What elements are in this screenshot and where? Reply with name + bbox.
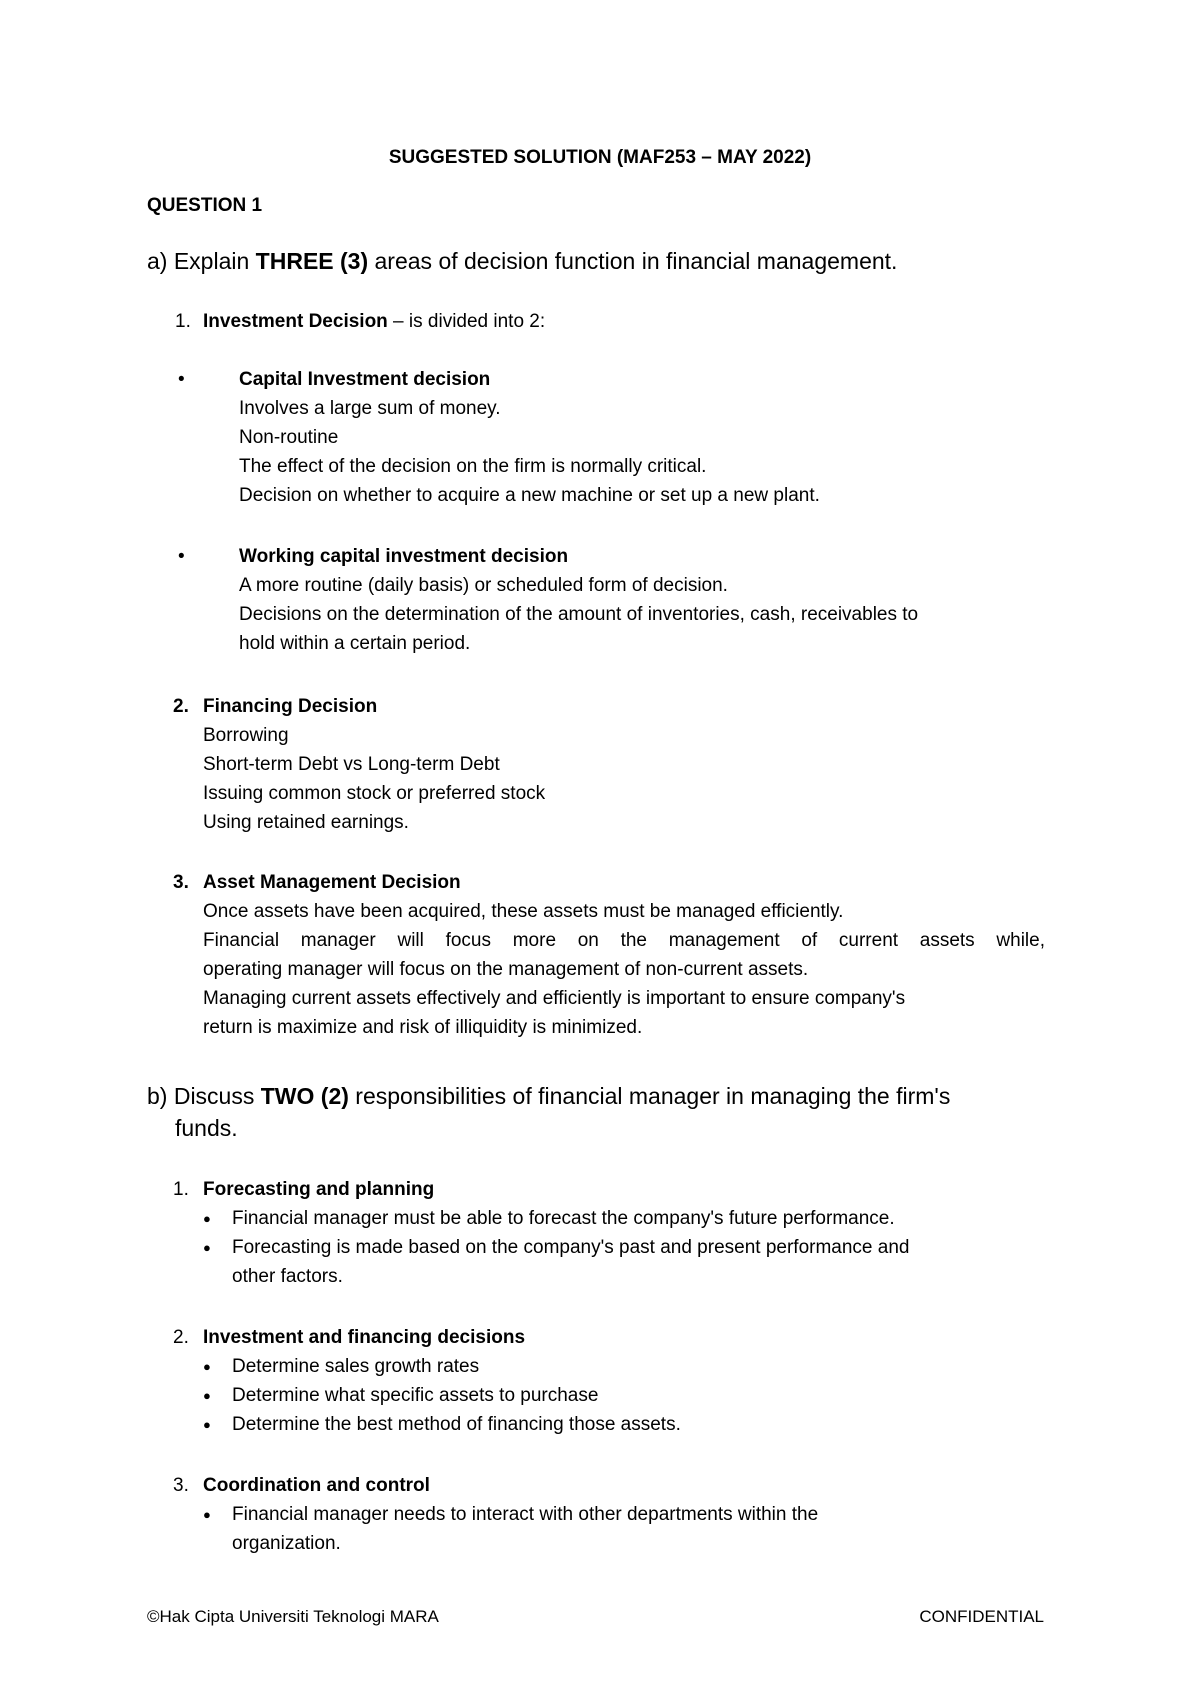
- bullet-text: Determine the best method of financing those assets.: [232, 1414, 681, 1435]
- sub-heading: Capital Investment decision: [239, 369, 491, 390]
- text-line: Decision on whether to acquire a new machine or set up a new plant.: [239, 485, 820, 506]
- item-number: 1.: [173, 1179, 189, 1200]
- item-number: 1.: [175, 311, 191, 332]
- item-number: 2.: [173, 1327, 189, 1348]
- text-line: Short-term Debt vs Long-term Debt: [203, 754, 500, 775]
- text-line: Using retained earnings.: [203, 812, 409, 833]
- bullet-text: Forecasting is made based on the company's past and present performance and: [232, 1237, 910, 1258]
- bullet-text: Determine what specific assets to purchase: [232, 1385, 599, 1406]
- item-heading: Coordination and control: [203, 1475, 430, 1496]
- text-line: Borrowing: [203, 725, 289, 746]
- item-number: 3.: [173, 1475, 189, 1496]
- item-heading: Investment and financing decisions: [203, 1327, 526, 1348]
- bullet-text: Determine sales growth rates: [232, 1356, 480, 1377]
- text-line: Once assets have been acquired, these assets must be managed efficiently.: [203, 901, 844, 922]
- bullet-glyph: ●: [203, 1359, 211, 1374]
- item-heading: Financing Decision: [203, 696, 378, 717]
- bullet-text: other factors.: [232, 1266, 343, 1287]
- text-line: Involves a large sum of money.: [239, 398, 501, 419]
- text-line: Managing current assets effectively and efficiently is important to ensure company's: [203, 988, 906, 1009]
- text-line: Non-routine: [239, 427, 339, 448]
- question-heading: QUESTION 1: [147, 195, 263, 216]
- footer-copyright: ©Hak Cipta Universiti Teknologi MARA: [147, 1607, 439, 1626]
- footer-confidential: CONFIDENTIAL: [919, 1607, 1044, 1626]
- text-line: The effect of the decision on the firm is normally critical.: [239, 456, 707, 477]
- document-title: SUGGESTED SOLUTION (MAF253 – MAY 2022): [388, 147, 812, 168]
- item-heading: Asset Management Decision: [203, 872, 461, 893]
- item-number: 2.: [173, 696, 189, 717]
- bullet-glyph: ●: [203, 1507, 211, 1522]
- text-line: operating manager will focus on the management of non-current assets.: [203, 959, 809, 980]
- bullet-text: Financial manager must be able to forecast the company's future performance.: [232, 1208, 895, 1229]
- text-line: A more routine (daily basis) or scheduled form of decision.: [239, 575, 728, 596]
- part-b-heading: b) Discuss TWO (2) responsibilities of financial manager in managing the firm's: [147, 1083, 951, 1109]
- bullet-glyph: ●: [203, 1211, 211, 1226]
- bullet-text: Financial manager needs to interact with other departments within the: [232, 1504, 819, 1525]
- sub-heading: Working capital investment decision: [239, 546, 569, 567]
- item-heading: Investment Decision – is divided into 2:: [203, 311, 546, 332]
- part-b-heading-cont: funds.: [175, 1115, 238, 1141]
- part-a-heading: a) Explain THREE (3) areas of decision function in financial management.: [147, 248, 898, 274]
- bullet-glyph: •: [178, 369, 185, 390]
- bullet-glyph: ●: [203, 1388, 211, 1403]
- text-line: hold within a certain period.: [239, 633, 471, 654]
- item-heading: Forecasting and planning: [203, 1179, 435, 1200]
- bullet-glyph: ●: [203, 1417, 211, 1432]
- bullet-glyph: •: [178, 546, 185, 567]
- text-line: return is maximize and risk of illiquidity is minimized.: [203, 1017, 643, 1038]
- item-number: 3.: [173, 872, 189, 893]
- bullet-glyph: ●: [203, 1240, 211, 1255]
- text-line: Financial manager will focus more on the management of current assets while,: [203, 930, 1045, 951]
- bullet-text: organization.: [232, 1533, 341, 1554]
- text-line: Decisions on the determination of the amount of inventories, cash, receivables to: [239, 604, 919, 625]
- text-line: Issuing common stock or preferred stock: [203, 783, 546, 804]
